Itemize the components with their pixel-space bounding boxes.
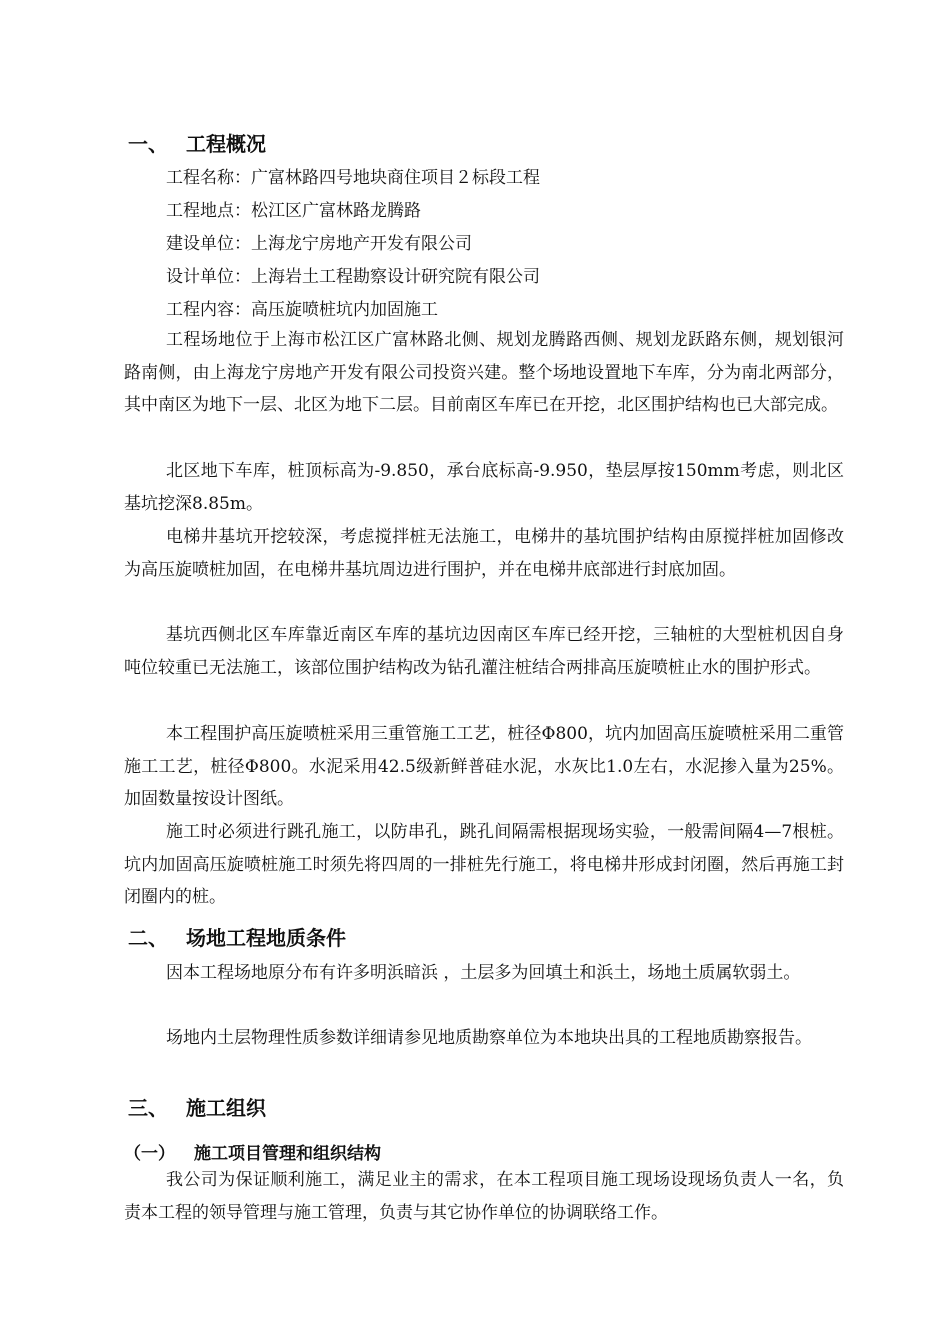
project-content-line: 工程内容：高压旋喷桩坑内加固施工 bbox=[166, 300, 438, 320]
paragraph: 我公司为保证顺利施工，满足业主的需求，在本工程项目施工现场设现场负责人一名，负责本工程的领导管理与施工管理，负责与其它协作单位的协调联络工作。 bbox=[124, 1170, 844, 1223]
paragraph: 本工程围护高压旋喷桩采用三重管施工工艺，桩径Φ800，坑内加固高压旋喷桩采用二重管施工工艺，桩径Φ800。水泥采用42.5级新鲜普硅水泥，水灰比1.0左右，水泥掺入量为25%。加固数量按设计图纸。 bbox=[124, 724, 844, 809]
paragraph: 工程场地位于上海市松江区广富林路北侧、规划龙腾路西侧、规划龙跃路东侧，规划银河路南侧，由上海龙宁房地产开发有限公司投资兴建。整个场地设置地下车库，分为南北两部分，其中南区为地下一层、北区为地下二层。目前南区车库已在开挖，北区围护结构也已大部完成。 bbox=[124, 330, 844, 415]
section-number: 二、 bbox=[128, 926, 168, 950]
project-location-line: 工程地点：松江区广富林路龙腾路 bbox=[166, 201, 421, 221]
section-title: 场地工程地质条件 bbox=[186, 926, 346, 950]
design-unit-line: 设计单位：上海岩土工程勘察设计研究院有限公司 bbox=[166, 267, 540, 287]
subsection-heading bbox=[124, 1139, 381, 1164]
project-name-line: 工程名称：广富林路四号地块商住项目２标段工程 bbox=[166, 168, 540, 188]
paragraph: 电梯井基坑开挖较深，考虑搅拌桩无法施工，电梯井的基坑围护结构由原搅拌桩加固修改为高压旋喷桩加固，在电梯井基坑周边进行围护，并在电梯井底部进行封底加固。 bbox=[124, 527, 844, 580]
paragraph: 施工时必须进行跳孔施工，以防串孔，跳孔间隔需根据现场实验，一般需间隔4—7根桩。坑内加固高压旋喷桩施工时须先将四周的一排桩先行施工，将电梯井形成封闭圈，然后再施工封闭圈内的桩。 bbox=[124, 822, 844, 907]
owner-unit-line: 建设单位：上海龙宁房地产开发有限公司 bbox=[166, 234, 472, 254]
paragraph: 场地内土层物理性质参数详细请参见地质勘察单位为本地块出具的工程地质勘察报告。 bbox=[166, 1028, 812, 1048]
section-title: 施工组织 bbox=[186, 1096, 266, 1120]
subsection-number: （一） bbox=[124, 1144, 175, 1164]
subsection-title: 施工项目管理和组织结构 bbox=[194, 1144, 381, 1164]
paragraph: 基坑西侧北区车库靠近南区车库的基坑边因南区车库已经开挖，三轴桩的大型桩机因自身吨位较重已无法施工，该部位围护结构改为钻孔灌注桩结合两排高压旋喷桩止水的围护形式。 bbox=[124, 625, 844, 678]
section-number: 三、 bbox=[128, 1096, 168, 1120]
section-heading-3 bbox=[128, 1092, 266, 1121]
section-heading-1 bbox=[128, 128, 266, 157]
paragraph: 北区地下车库，桩顶标高为-9.850，承台底标高-9.950，垫层厚按150mm考虑，则北区基坑挖深8.85m。 bbox=[124, 461, 844, 514]
section-number: 一、 bbox=[128, 132, 168, 156]
section-title: 工程概况 bbox=[186, 132, 266, 156]
paragraph: 因本工程场地原分布有许多明浜暗浜 ，土层多为回填土和浜土，场地土质属软弱土。 bbox=[166, 963, 801, 983]
section-heading-2 bbox=[128, 922, 346, 951]
